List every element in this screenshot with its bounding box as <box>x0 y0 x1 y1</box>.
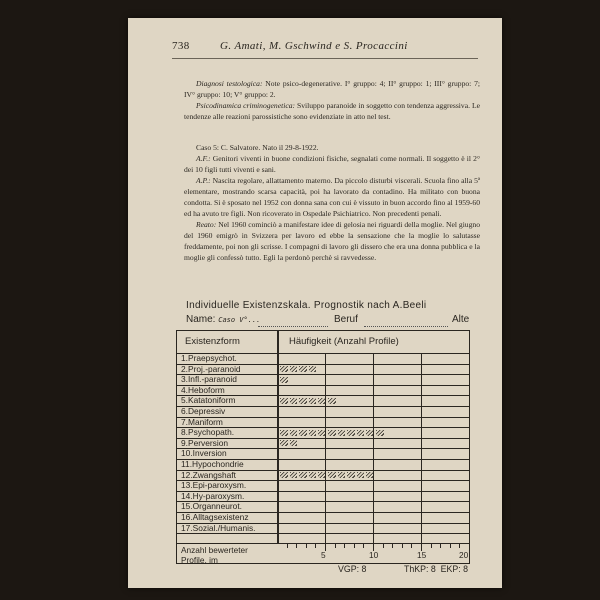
existenzform-label: 16.Alltagsexistenz <box>181 512 249 522</box>
frequency-mark <box>280 430 288 436</box>
axis-tick <box>450 543 451 548</box>
axis-tick-label: 5 <box>321 550 326 560</box>
axis-tick <box>411 543 412 548</box>
vgp-count: VGP: 8 <box>338 564 367 574</box>
existenzform-label: 5.Katatoniform <box>181 395 236 406</box>
frequency-mark <box>309 398 317 404</box>
existenzform-label: 15.Organneurot. <box>181 501 242 512</box>
axis-tick <box>469 543 470 551</box>
paragraph-text: Note psico-degenerative. I° gruppo: 4; II° gruppo: 1; III° gruppo: 7; IV° gruppo: 10; V° gruppo: 2. <box>184 79 480 99</box>
name-value: Caso V°... <box>218 316 261 324</box>
frequency-mark <box>357 430 365 436</box>
axis-tick <box>431 543 432 548</box>
thkp-count: ThKP: 8 <box>404 564 436 574</box>
paragraph <box>184 78 480 100</box>
name-underline <box>258 326 328 327</box>
alter-label: Alte <box>452 314 470 325</box>
axis-tick <box>296 543 297 548</box>
col-header-haeufigkeit: Häufigkeit (Anzahl Profile) <box>289 336 399 347</box>
running-title: G. Amati, M. Gschwind e S. Procaccini <box>220 40 408 52</box>
axis-tick <box>354 543 355 548</box>
existenzform-label: 11.Hypochondrie <box>181 459 244 469</box>
footer-label-1: Anzahl bewerteter <box>181 545 248 555</box>
existenzform-label: 7.Maniform <box>181 416 223 427</box>
frequency-mark <box>338 430 346 436</box>
paragraph-text: Nascita regolare, allattamento materno. Da piccolo disturbi viscerali. Scuola fino alla 5ª elementare, mostrando scarsa capacità, poi ha lavorato da contadino. Ha militato con buona condotta. Si è sposato nel 1952 con donna sana con cui è vissuto in buon accordo fino al 1959-60 ed ha avuto tre figli. Non ricoverato in Ospedale Psichiatrico. Non precedenti penali. <box>184 176 480 218</box>
paragraph-label: A.P.: <box>196 176 211 185</box>
major-gridline <box>325 353 326 543</box>
paragraph-label: A.F.: <box>196 154 211 163</box>
frequency-mark <box>299 398 307 404</box>
axis-tick <box>315 543 316 548</box>
axis-tick-label: 20 <box>459 550 469 560</box>
frequency-mark <box>328 430 336 436</box>
paragraph-text: Genitori viventi in buone condizioni fisiche, segnalati come normali. Il soggetto è il 2° dei 10 figli tutti viventi e sani. <box>184 154 480 174</box>
frequency-mark <box>347 430 355 436</box>
axis-tick <box>459 543 460 548</box>
col-header-existenzform: Existenzform <box>185 336 240 347</box>
page-header <box>172 40 482 58</box>
frequency-mark <box>290 440 298 446</box>
frequency-mark <box>290 472 298 478</box>
existenzform-label: 17.Sozial./Humanis. <box>181 522 256 533</box>
axis-tick <box>335 543 336 548</box>
frequency-mark <box>299 366 307 372</box>
existenzform-label: 13.Epi-paroxysm. <box>181 480 247 491</box>
ekp-count: EKP: 8 <box>440 564 468 574</box>
frequency-mark <box>280 377 288 383</box>
frequency-mark <box>299 472 307 478</box>
paragraph <box>184 100 480 122</box>
axis-tick <box>392 543 393 548</box>
paragraph-text: Caso 5: C. Salvatore. Nato il 29-8-1922. <box>196 143 319 152</box>
paragraph-label: Psicodinamica criminogenetica: <box>196 101 296 110</box>
existenzform-label: 10.Inversion <box>181 448 227 459</box>
grid-header <box>177 331 469 354</box>
text-block-diagnosis <box>184 78 480 122</box>
frequency-mark <box>280 366 288 372</box>
page-number: 738 <box>172 40 190 52</box>
form-title: Individuelle Existenzskala. Prognostik nach A.Beeli <box>186 300 427 311</box>
paragraph <box>184 142 480 153</box>
beruf-label: Beruf <box>334 314 358 325</box>
paragraph <box>184 153 480 175</box>
paragraph <box>184 219 480 263</box>
frequency-mark <box>309 430 317 436</box>
frequency-mark <box>328 398 336 404</box>
existenzform-label: 1.Praepsychot. <box>181 353 237 363</box>
frequency-mark <box>280 398 288 404</box>
paragraph <box>184 175 480 219</box>
paragraph-label: Reato: <box>196 220 217 229</box>
frequency-mark <box>328 472 336 478</box>
frequency-mark <box>299 430 307 436</box>
existenzform-label: 6.Depressiv <box>181 406 226 416</box>
frequency-mark <box>290 430 298 436</box>
major-gridline <box>373 353 374 543</box>
frequency-mark <box>280 440 288 446</box>
frequency-mark <box>338 472 346 478</box>
header-rule <box>172 58 478 59</box>
scale-grid <box>176 330 470 564</box>
profile-counts <box>176 562 468 578</box>
book-page <box>128 18 502 588</box>
axis-tick <box>383 543 384 548</box>
frequency-mark <box>290 398 298 404</box>
axis-tick <box>402 543 403 548</box>
frequency-mark <box>347 472 355 478</box>
frequency-mark <box>309 366 317 372</box>
existenzform-label: 9.Perversion <box>181 437 229 448</box>
paragraph-label: Diagnosi testologica: <box>196 79 263 88</box>
frequency-mark <box>309 472 317 478</box>
beruf-underline <box>364 326 448 327</box>
axis-tick <box>363 543 364 548</box>
axis-tick <box>440 543 441 548</box>
name-label: Name: <box>186 314 216 325</box>
frequency-mark <box>290 366 298 372</box>
frequency-mark <box>357 472 365 478</box>
axis-tick-label: 10 <box>369 550 379 560</box>
existenzform-label: 2.Proj.-paranoid <box>181 363 241 374</box>
paragraph-text: Nel 1960 cominciò a manifestare idee di gelosia nei riguardi della moglie. Nel giugno del 1960 emigrò in Svizzera per lavoro ed ebbe la sensazione che la moglie lo salutasse freddamente, poi non gli scrisse. I compagni di lavoro gli dissero che era una donna pubblica e la moglie gli confessò tutto. Egli la perdonò perchè si ravvedesse. <box>184 220 480 262</box>
axis-tick <box>344 543 345 548</box>
footer-label-2: Profile, im <box>181 555 218 565</box>
existenzform-label: 3.Infl.-paranoid <box>181 374 237 385</box>
major-gridline <box>421 353 422 543</box>
frequency-mark <box>280 472 288 478</box>
axis-tick-label: 15 <box>417 550 427 560</box>
axis-tick <box>306 543 307 548</box>
existenzform-label: 14.Hy-paroxysm. <box>181 490 245 501</box>
existenzform-row <box>177 523 277 535</box>
existenzform-label: 4.Heboform <box>181 384 225 395</box>
axis-tick <box>287 543 288 548</box>
text-block-case-5 <box>184 142 480 263</box>
name-field <box>186 314 260 325</box>
existenzform-label: 12.Zwangshaft <box>181 469 236 480</box>
frequency-mark <box>376 430 384 436</box>
existenzform-label: 8.Psychopath. <box>181 427 235 438</box>
paragraph-text: Sviluppo paranoide in soggetto con tendenza aggressiva. Le tendenze alle reazioni parossistiche sono evidenziate in atto nel test. <box>184 101 480 121</box>
existence-scale-form <box>128 298 502 588</box>
